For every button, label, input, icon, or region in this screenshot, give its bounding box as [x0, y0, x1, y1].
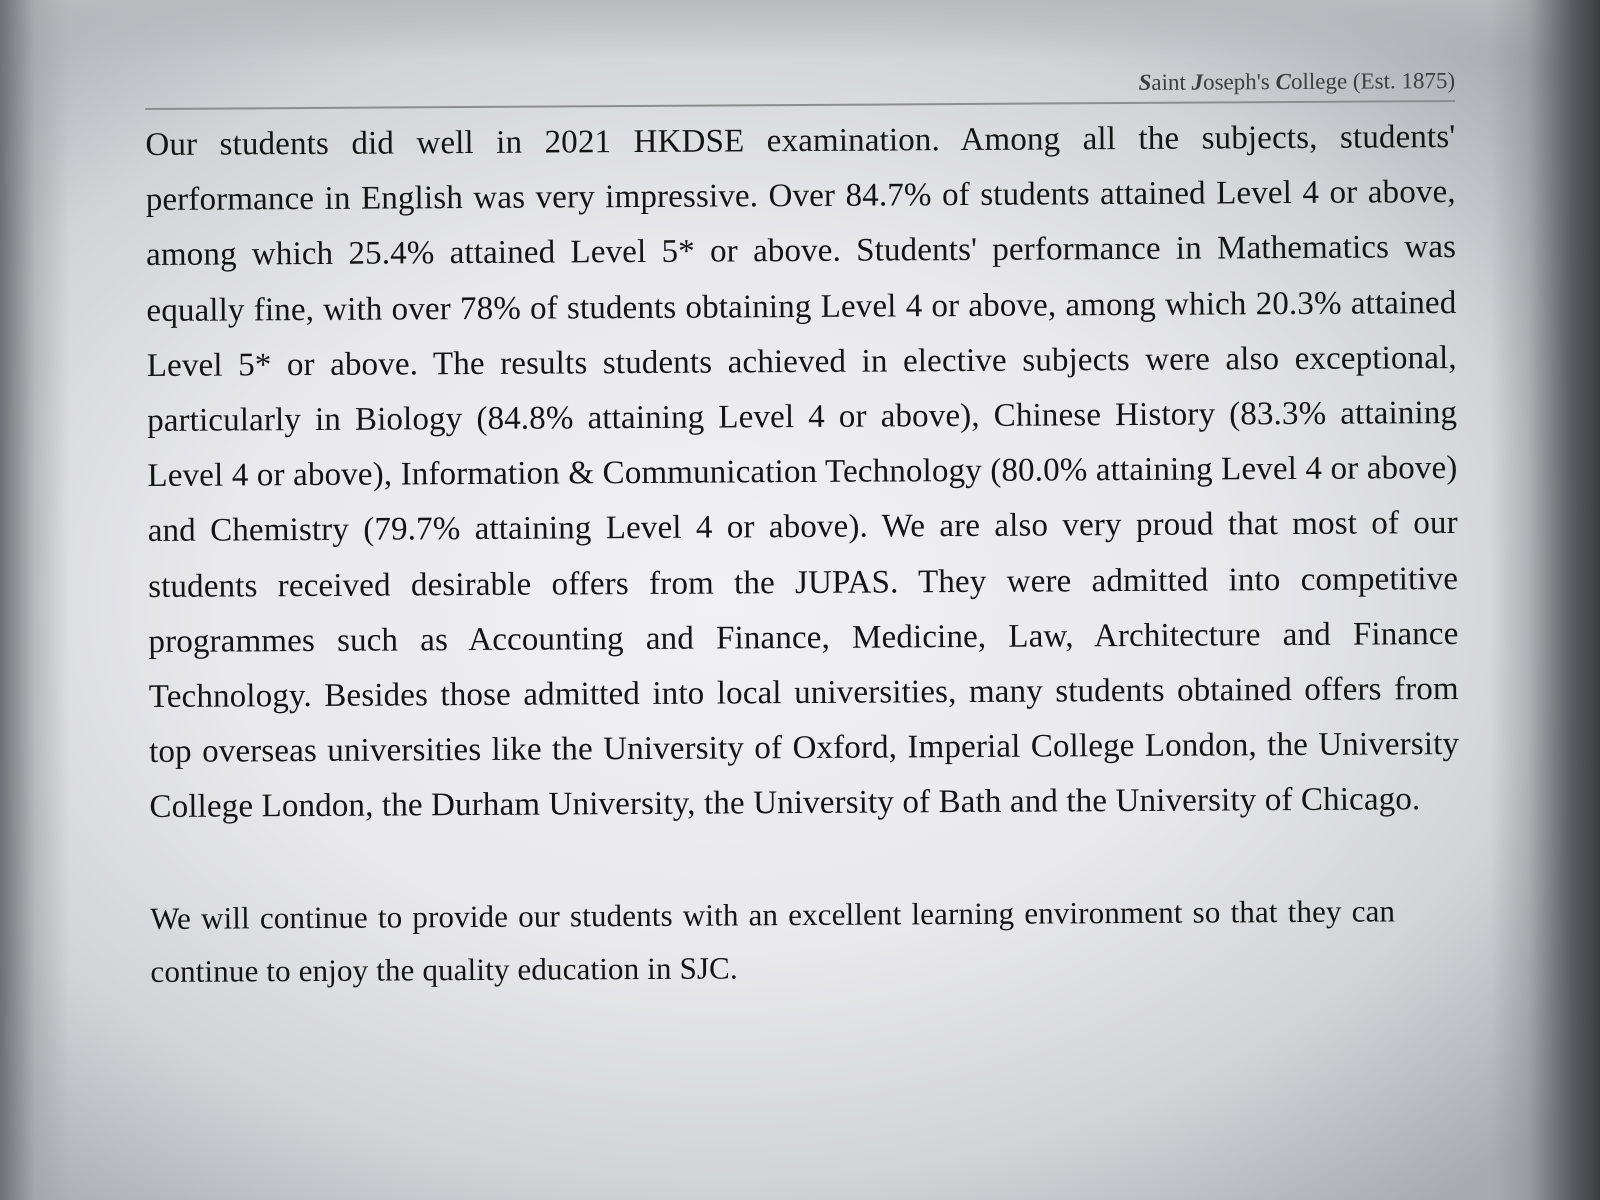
left-shadow [0, 0, 70, 1200]
right-bezel-shadow [1490, 0, 1600, 1200]
college-initial-s: S [1138, 69, 1152, 95]
document-page [145, 64, 1461, 998]
college-initial-j: J [1191, 69, 1204, 95]
college-name-part-1: aint [1151, 69, 1192, 95]
college-name-part-3: ollege (Est. 1875) [1290, 67, 1456, 94]
results-paragraph: Our students did well in 2021 HKDSE examination. Among all the subjects, students' performance in English was very impressive. Over 84.7% of students attained Level 4 or above, among which 25.4% attained Level 5* or above. Students' performance in Mathematics was equally fine, with over 78% of students obtaining Level 4 or above, among which 20.3% attained Level 5* or above. The results students achieved in elective subjects were also exceptional, particularly in Biology (84.8% attaining Level 4 or above), Chinese History (83.3% attaining Level 4 or above), Information & Communication Technology (80.0% attaining Level 4 or above) and Chemistry (79.7% attaining Level 4 or above). We are also very proud that most of our students received desirable offers from the JUPAS. They were admitted into competitive programmes such as Accounting and Finance, Medicine, Law, Architecture and Finance Technology. Besides those admitted into local universities, many students obtained offers from top overseas universities like the University of Oxford, Imperial College London, the University College London, the Durham University, the University of Bath and the University of Chicago. [145, 118, 1460, 826]
page-header [145, 64, 1455, 110]
college-name-part-2: oseph's [1202, 69, 1276, 95]
college-initial-c: C [1275, 69, 1291, 95]
top-shadow [0, 0, 1600, 60]
college-header [1138, 64, 1455, 102]
closing-paragraph: We will continue to provide our students with an excellent learning environment so that they can continue to enjoy the quality education in SJC. [150, 893, 1396, 989]
